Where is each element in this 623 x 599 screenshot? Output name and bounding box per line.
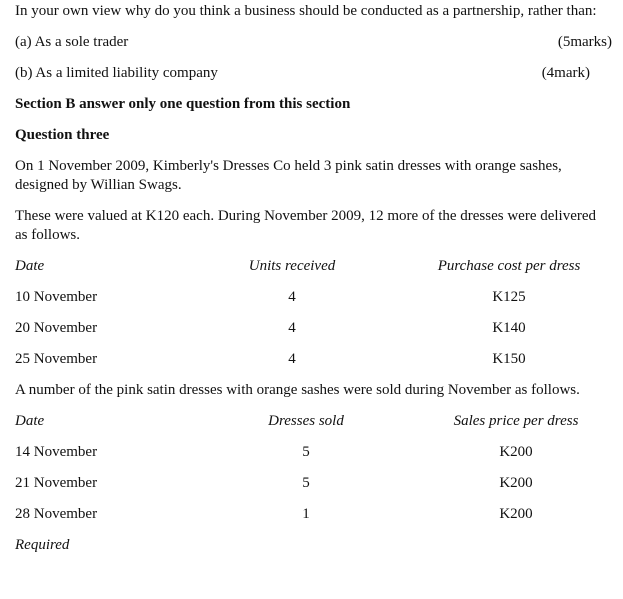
- paragraph-sales: A number of the pink satin dresses with orange sashes were sold during November as follows.: [15, 382, 580, 398]
- sale-date: 14 November: [15, 444, 98, 460]
- sale-quantity: 5: [302, 444, 310, 460]
- sale-date: 21 November: [15, 475, 98, 491]
- purchase-units: 4: [288, 351, 296, 367]
- purchase-units: 4: [288, 289, 296, 305]
- sale-price: K200: [499, 506, 533, 522]
- paragraph-opening-stock: On 1 November 2009, Kimberly's Dresses Co held 3 pink satin dresses with orange sashes, designed by Willian Swags.: [15, 158, 562, 193]
- table-row: [15, 505, 610, 524]
- table-row: [15, 350, 610, 369]
- sales-header-date: Date: [15, 413, 45, 429]
- required-heading: Required: [15, 537, 70, 553]
- part-b-label: (b) As a limited liability company: [15, 65, 218, 81]
- purchases-table-header: [15, 257, 610, 276]
- purchases-header-date: Date: [15, 258, 45, 274]
- purchase-date: 25 November: [15, 351, 98, 367]
- sales-header-sold: Dresses sold: [268, 413, 344, 429]
- sales-header-price: Sales price per dress: [453, 413, 579, 429]
- table-row: [15, 319, 610, 338]
- table-row: [15, 443, 610, 462]
- question-heading: Question three: [15, 127, 110, 143]
- part-b-marks: (4mark): [541, 65, 590, 81]
- document-page: [15, 2, 610, 555]
- part-b-row: [15, 64, 610, 83]
- paragraph-deliveries: These were valued at K120 each. During November 2009, 12 more of the dresses were delivered as follows.: [15, 208, 597, 243]
- section-heading: Section B answer only one question from this section: [15, 96, 351, 112]
- part-a-row: [15, 33, 610, 52]
- sales-table: [15, 412, 610, 524]
- sale-date: 28 November: [15, 506, 98, 522]
- part-a-marks: (5marks): [557, 34, 612, 50]
- sale-quantity: 1: [302, 506, 310, 522]
- purchase-cost: K140: [492, 320, 526, 336]
- part-a-label: (a) As a sole trader: [15, 34, 129, 50]
- purchase-cost: K150: [492, 351, 526, 367]
- purchase-units: 4: [288, 320, 296, 336]
- purchases-table: [15, 257, 610, 369]
- purchase-date: 20 November: [15, 320, 98, 336]
- purchase-date: 10 November: [15, 289, 98, 305]
- purchases-header-cost: Purchase cost per dress: [437, 258, 581, 274]
- table-row: [15, 474, 610, 493]
- sale-quantity: 5: [302, 475, 310, 491]
- intro-question: In your own view why do you think a business should be conducted as a partnership, rather than:: [15, 3, 597, 19]
- sale-price: K200: [499, 444, 533, 460]
- sale-price: K200: [499, 475, 533, 491]
- table-row: [15, 288, 610, 307]
- sales-table-header: [15, 412, 610, 431]
- purchases-header-units: Units received: [248, 258, 336, 274]
- purchase-cost: K125: [492, 289, 526, 305]
